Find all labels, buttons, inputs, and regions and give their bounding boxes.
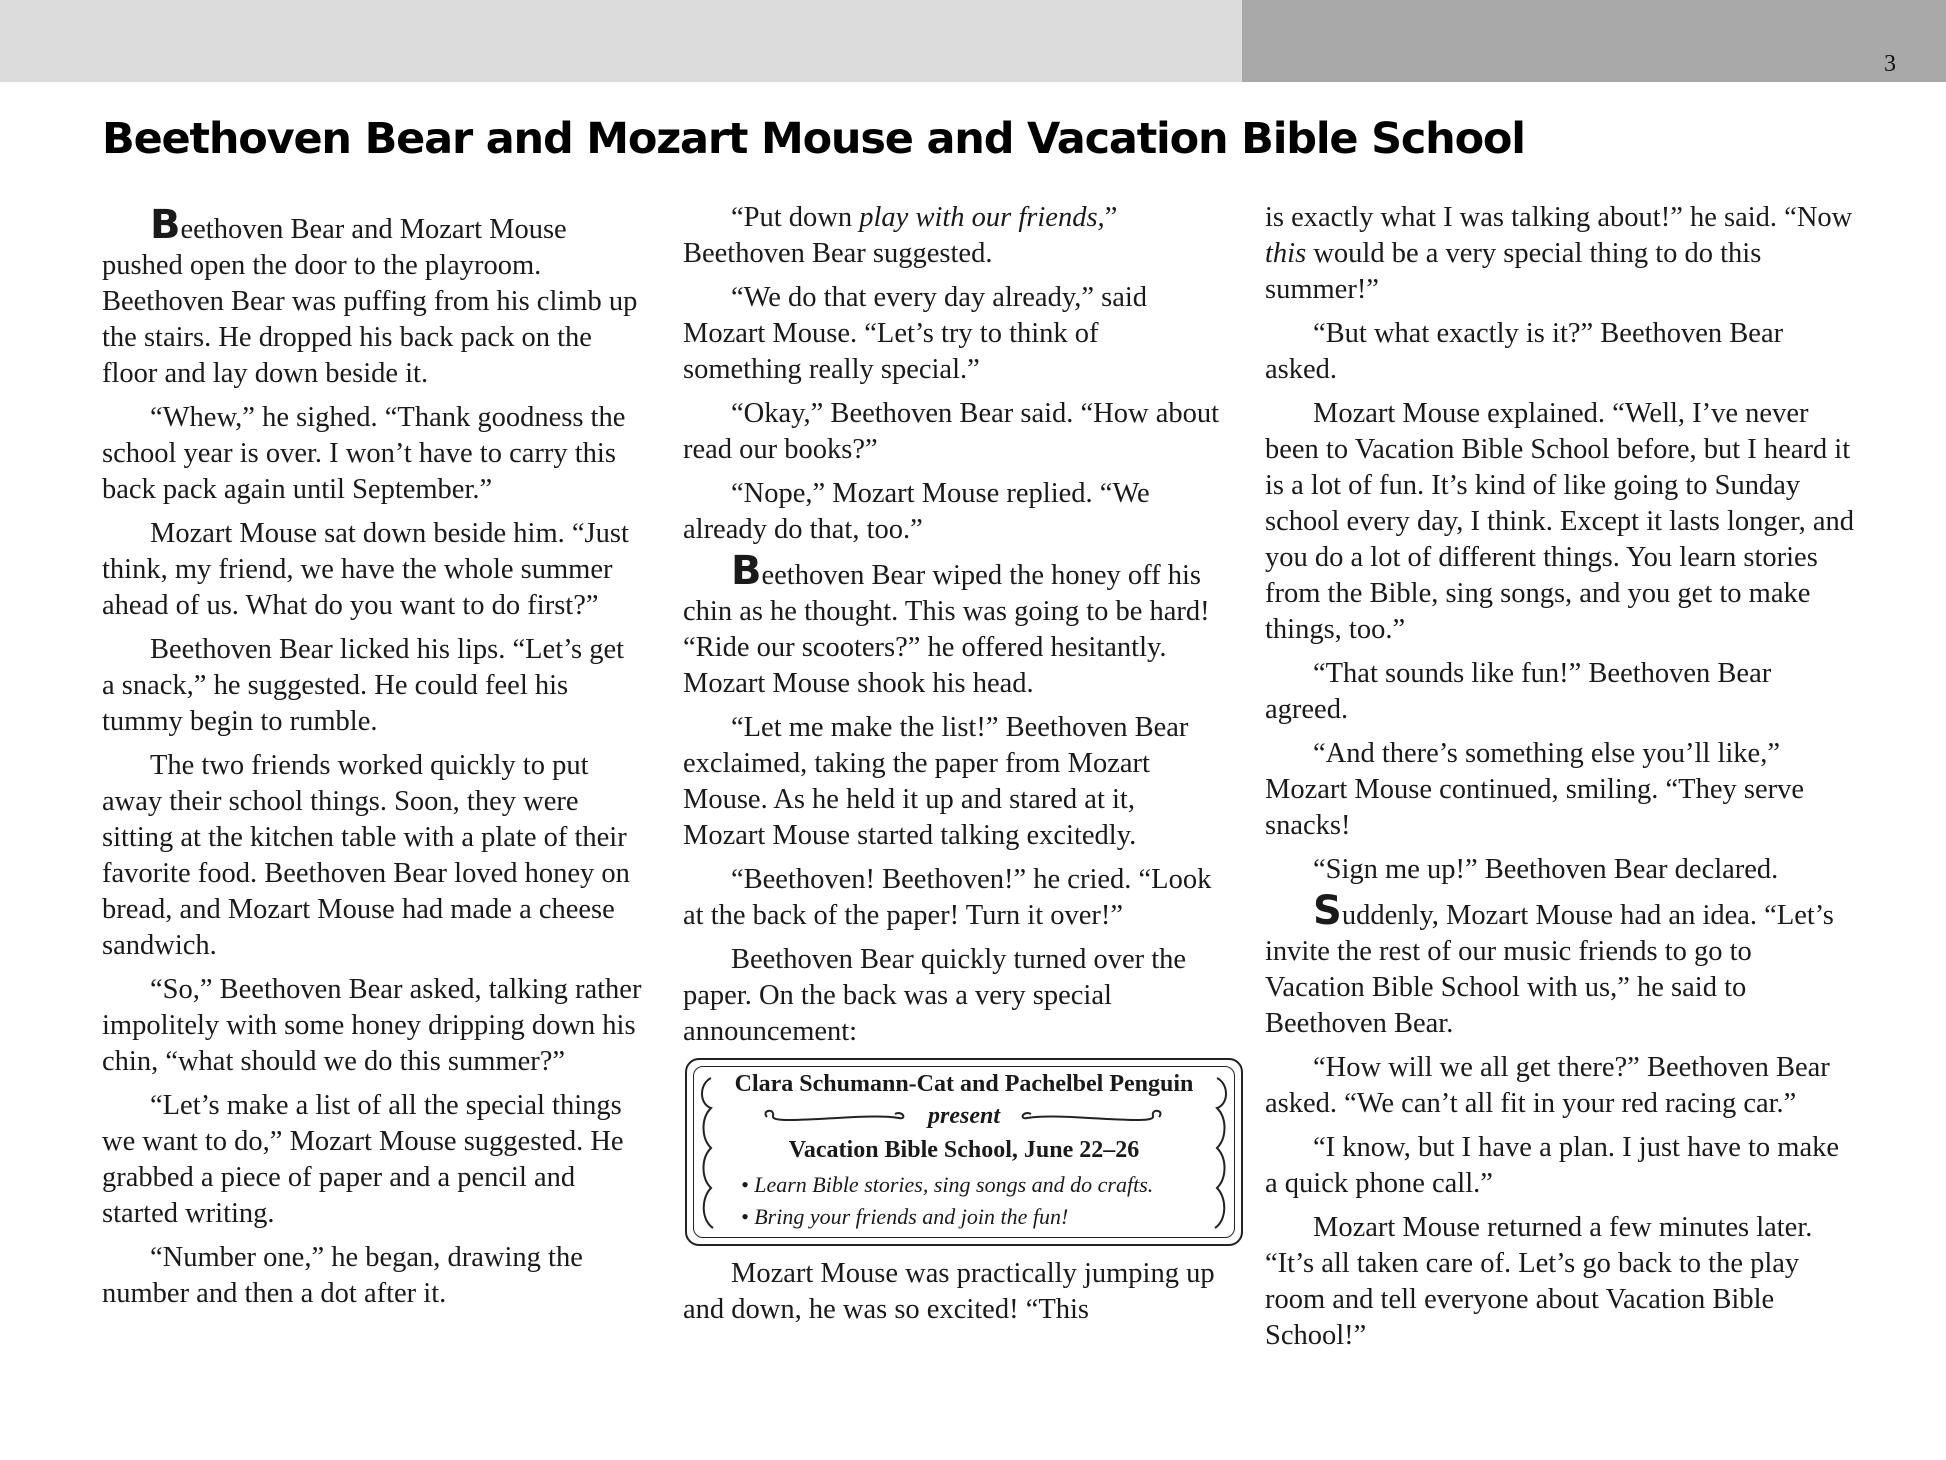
paragraph: Beethoven Bear licked his lips. “Let’s get a snack,” he suggested. He could feel his tummy begin to rumble. bbox=[102, 634, 625, 737]
paragraph bbox=[683, 548, 1223, 702]
column-1 bbox=[102, 202, 642, 1320]
paragraph: Mozart Mouse explained. “Well, I’ve never been to Vacation Bible School before, but I heard it is a lot of fun. It’s kind of like going to Sunday school every day, I think. Except it lasts longer, and you do a lot of different things. You learn stories from the Bible, sing songs, and you get to make things, too.” bbox=[1265, 398, 1855, 645]
paragraph bbox=[1265, 200, 1855, 308]
paragraph: “Let’s make a list of all the special things we want to do,” Mozart Mouse suggested. He grabbed a piece of paper and a pencil and started writing. bbox=[102, 1090, 624, 1229]
paragraph-text: eethoven Bear wiped the honey off his chin as he thought. This was going to be hard! “Ride our scooters?” he offered hesitantly. Mozart Mouse shook his head. bbox=[683, 560, 1210, 699]
flyer-bullet: • Learn Bible stories, sing songs and do crafts. bbox=[741, 1172, 1154, 1197]
paragraph: “Okay,” Beethoven Bear said. “How about read our books?” bbox=[683, 398, 1220, 465]
paragraph-text: is exactly what I was talking about!” he said. “Now bbox=[1265, 202, 1853, 233]
drop-cap: B bbox=[731, 548, 762, 594]
paragraph: Mozart Mouse sat down beside him. “Just think, my friend, we have the whole summer ahead of us. What do you want to do first?” bbox=[102, 518, 629, 621]
paragraph bbox=[1265, 888, 1855, 1042]
announcement-flyer bbox=[685, 1058, 1243, 1246]
drop-cap: S bbox=[1313, 888, 1342, 934]
page-number: 3 bbox=[1884, 51, 1896, 77]
column-3 bbox=[1265, 200, 1855, 1362]
paragraph: Beethoven Bear quickly turned over the paper. On the back was a very special announcement: bbox=[683, 944, 1187, 1047]
paragraph bbox=[102, 202, 642, 392]
flyer-hosts: Clara Schumann-Cat and Pachelbel Penguin bbox=[734, 1071, 1194, 1097]
header-band-right bbox=[1242, 0, 1946, 82]
paragraph: “Number one,” he began, drawing the number and then a dot after it. bbox=[102, 1242, 583, 1309]
story-title: Beethoven Bear and Mozart Mouse and Vacation Bible School bbox=[102, 114, 1525, 164]
paragraph: “How will we all get there?” Beethoven Bear asked. “We can’t all fit in your red racing car.” bbox=[1265, 1052, 1830, 1119]
column-2 bbox=[683, 200, 1223, 1336]
paragraph: “I know, but I have a plan. I just have to make a quick phone call.” bbox=[1265, 1132, 1840, 1199]
paragraph: “Beethoven! Beethoven!” he cried. “Look at the back of the paper! Turn it over!” bbox=[683, 864, 1212, 931]
paragraph: The two friends worked quickly to put away their school things. Soon, they were sitting at the kitchen table with a plate of their favorite food. Beethoven Bear loved honey on bread, and Mozart Mouse had made a cheese sandwich. bbox=[102, 750, 630, 961]
paragraph: “Nope,” Mozart Mouse replied. “We already do that, too.” bbox=[683, 478, 1150, 545]
paragraph: “Sign me up!” Beethoven Bear declared. bbox=[1313, 854, 1779, 885]
flyer-event: Vacation Bible School, June 22–26 bbox=[788, 1137, 1140, 1163]
paragraph: “Whew,” he sighed. “Thank goodness the school year is over. I won’t have to carry this back pack again until September.” bbox=[102, 402, 626, 505]
paragraph: Mozart Mouse was practically jumping up and down, he was so excited! “This bbox=[683, 1258, 1215, 1325]
header-band-left bbox=[0, 0, 1242, 82]
paragraph: “We do that every day already,” said Mozart Mouse. “Let’s try to think of something really special.” bbox=[683, 282, 1148, 385]
paragraph: Mozart Mouse returned a few minutes later. “It’s all taken care of. Let’s go back to the play room and tell everyone about Vacation Bible School!” bbox=[1265, 1212, 1813, 1351]
paragraph: “Let me make the list!” Beethoven Bear exclaimed, taking the paper from Mozart Mouse. As he held it up and stared at it, Mozart Mouse started talking excitedly. bbox=[683, 712, 1189, 851]
flyer-bullet: • Bring your friends and join the fun! bbox=[741, 1204, 1069, 1229]
paragraph-text: ” Beethoven Bear suggested. bbox=[683, 202, 1118, 269]
paragraph-text: would be a very special thing to do this summer!” bbox=[1265, 238, 1762, 305]
paragraph bbox=[683, 200, 1223, 272]
emphasis-text: this bbox=[1265, 238, 1307, 269]
paragraph-text: “Put down bbox=[731, 202, 860, 233]
flyer-present: present bbox=[928, 1103, 1000, 1129]
paragraph: “So,” Beethoven Bear asked, talking rather impolitely with some honey dripping down his chin, “what should we do this summer?” bbox=[102, 974, 642, 1077]
paragraph-text: uddenly, Mozart Mouse had an idea. “Let’s invite the rest of our music friends to go to Vacation Bible School with us,” he said to Beethoven Bear. bbox=[1265, 900, 1834, 1039]
drop-cap: B bbox=[150, 202, 181, 248]
paragraph-text: eethoven Bear and Mozart Mouse pushed open the door to the playroom. Beethoven Bear was puffing from his climb up the stairs. He dropped his back pack on the floor and lay down beside it. bbox=[102, 214, 638, 389]
paragraph: “But what exactly is it?” Beethoven Bear asked. bbox=[1265, 318, 1784, 385]
emphasis-text: play with our friends, bbox=[859, 202, 1105, 233]
paragraph: “That sounds like fun!” Beethoven Bear agreed. bbox=[1265, 658, 1772, 725]
paragraph: “And there’s something else you’ll like,” Mozart Mouse continued, smiling. “They serve snacks! bbox=[1265, 738, 1804, 841]
